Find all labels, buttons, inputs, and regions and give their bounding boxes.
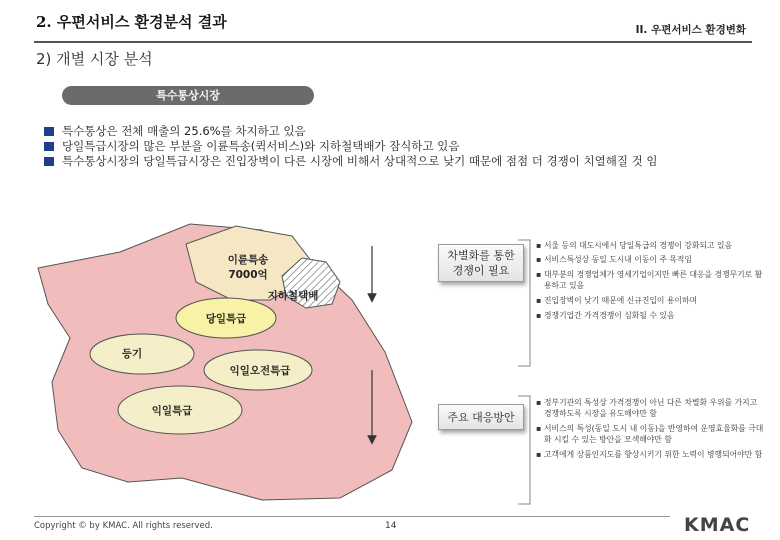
section-label: II. 우편서비스 환경변화 xyxy=(635,24,746,36)
bullet-text: 특수통상은 전체 매출의 25.6%를 차지하고 있음 xyxy=(62,124,306,138)
note-text: 서비스특성상 동일 도시내 이동이 주 목적임 xyxy=(544,255,692,264)
note-item: ▪ 정부기관의 특성상 가격경쟁이 아닌 다른 차별화 우위를 가지고 경쟁하도록 시장을 유도해야만 함 xyxy=(536,397,766,419)
note-item: ▪ 서울 등의 대도시에서 당일특급의 경쟁이 강화되고 있음 xyxy=(536,241,733,250)
note-text: 대부분의 경쟁업체가 영세기업이지만 빠른 대응을 경쟁무기로 활용하고 있음 xyxy=(544,270,763,290)
note-item: ▪ 서비스특성상 동일 도시내 이동이 주 목적임 xyxy=(536,255,692,264)
note-item: ▪ 대부분의 경쟁업체가 영세기업이지만 빠른 대응을 경쟁무기로 활용하고 있음 xyxy=(536,269,766,291)
copyright: Copyright © by KMAC. All rights reserved. xyxy=(34,521,213,531)
note-item: ▪ 고객에게 상품인지도를 향상시키기 위한 노력이 병행되어야만 함 xyxy=(536,450,763,459)
subsection-title: 2) 개별 시장 분석 xyxy=(36,50,153,68)
differentiation-box-line2: 경쟁이 필요 xyxy=(452,264,510,277)
courier-label xyxy=(216,252,280,282)
registered-label: 등기 xyxy=(121,348,143,360)
note-item: ▪ 진입장벽이 낮기 때문에 신규진입이 용이하며 xyxy=(536,296,698,305)
bullet-text: 특수통상시장의 당일특급시장은 진입장벽이 다른 시장에 비해서 상대적으로 낮기 때문에 점점 더 경쟁이 치열해질 것 임 xyxy=(62,154,658,168)
note-item: ▪ 서비스의 특성(동일 도시 내 이동)을 반영하여 운영효율화를 극대화 시킬 수 있는 방안을 모색해야만 함 xyxy=(536,423,766,445)
note-text: 서울 등의 대도시에서 당일특급의 경쟁이 강화되고 있음 xyxy=(544,241,733,250)
notes-top xyxy=(536,240,766,321)
response-plan-box: 주요 대응방안 xyxy=(438,404,524,430)
next-morning-label: 익일오전특급 xyxy=(229,365,291,377)
note-text: 정부기관의 특성상 가격경쟁이 아닌 다른 차별화 우위를 가지고 경쟁하도록 시장을 유도해야만 함 xyxy=(544,398,758,418)
same-day-label: 당일특급 xyxy=(205,313,247,325)
note-text: 서비스의 특성(동일 도시 내 이동)을 반영하여 운영효율화를 극대화 시킬 수 있는 방안을 모색해야만 함 xyxy=(544,424,764,444)
courier-label-value: 7000억 xyxy=(228,269,268,281)
page-number: 14 xyxy=(385,521,397,531)
footer-divider xyxy=(34,516,670,517)
market-pill-label: 특수통상시장 xyxy=(62,86,314,105)
courier-label-name: 이륜특송 xyxy=(227,254,269,266)
differentiation-box xyxy=(438,244,524,282)
next-day-label: 익일특급 xyxy=(151,405,193,417)
kmac-logo: KMAC xyxy=(684,514,751,536)
note-item: ▪ 경쟁기업간 가격경쟁이 심화될 수 있음 xyxy=(536,311,675,320)
differentiation-box-line1: 차별화를 통한 xyxy=(447,249,515,262)
notes-bottom xyxy=(536,397,766,460)
bullet-text: 당일특급시장의 많은 부분을 이륜특송(퀵서비스)와 지하철택배가 잠식하고 있음 xyxy=(62,139,460,153)
note-text: 진입장벽이 낮기 때문에 신규진입이 용이하며 xyxy=(544,296,698,305)
subway-label: 지하철택배 xyxy=(267,290,319,302)
note-text: 고객에게 상품인지도를 향상시키기 위한 노력이 병행되어야만 함 xyxy=(544,450,763,459)
note-text: 경쟁기업간 가격경쟁이 심화될 수 있음 xyxy=(544,311,675,320)
page-title: 2. 우편서비스 환경분석 결과 xyxy=(36,13,227,31)
